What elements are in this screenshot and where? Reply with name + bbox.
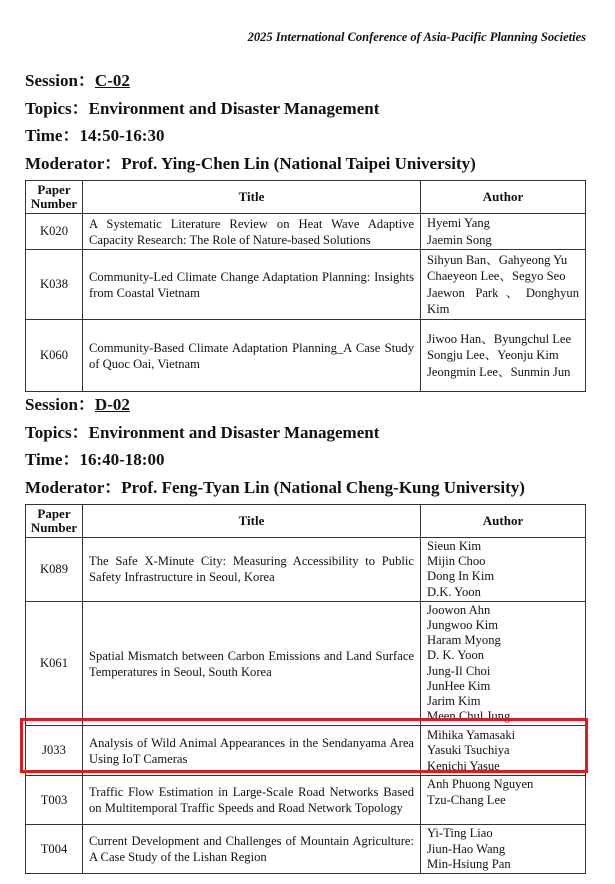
table-row <box>26 726 586 776</box>
session-line <box>25 71 130 91</box>
author: Sihyun Ban、Gahyeong Yu <box>427 252 568 267</box>
paper-number: K089 <box>26 538 83 602</box>
paper-authors <box>421 214 586 250</box>
conference-header: 2025 International Conference of Asia-Pacific Planning Societies <box>247 30 586 44</box>
session-code: C-02 <box>94 71 130 90</box>
table-header-row <box>26 181 586 214</box>
paper-number: K061 <box>26 601 83 726</box>
time-line: Time：14:50-16:30 <box>25 126 165 145</box>
author: Mihika Yamasaki <box>427 728 516 743</box>
paper-authors <box>421 250 586 320</box>
topics-line: Topics：Environment and Disaster Management <box>25 99 380 118</box>
moderator-line: Moderator：Prof. Ying-Chen Lin (National Taipei University) <box>25 154 476 173</box>
session-code: D-02 <box>94 395 130 414</box>
author: D. K. Yoon <box>427 648 485 663</box>
paper-authors <box>421 776 586 825</box>
author: D.K. Yoon <box>427 584 481 599</box>
author: Jiun-Hao Wang <box>427 841 506 856</box>
paper-authors <box>421 320 586 392</box>
paper-number: K060 <box>26 320 83 392</box>
header-paper-number: Paper Number <box>26 181 83 214</box>
author: Jarim Kim <box>427 694 481 709</box>
author: Chaeyeon Lee、Segyo Seo <box>427 269 566 284</box>
paper-title: A Systematic Literature Review on Heat Wave Adaptive Capacity Research: The Role of Nature-based Solutions <box>83 214 421 250</box>
paper-number: T004 <box>26 825 83 874</box>
paper-authors <box>421 825 586 874</box>
paper-title: Current Development and Challenges of Mountain Agriculture: A Case Study of the Lishan Region <box>83 825 421 874</box>
session-label: Session： <box>25 395 95 414</box>
paper-number: K038 <box>26 250 83 320</box>
author: Kenichi Yasue <box>427 758 500 773</box>
author: Jaewon Park、Donghyun Kim <box>427 285 579 317</box>
paper-title: Community-Based Climate Adaptation Planning_A Case Study of Quoc Oai, Vietnam <box>83 320 421 392</box>
author: Dong In Kim <box>427 569 495 584</box>
paper-authors <box>421 538 586 602</box>
paper-number: T003 <box>26 776 83 825</box>
papers-table <box>25 504 586 874</box>
paper-authors <box>421 726 586 776</box>
papers-table <box>25 180 586 392</box>
table-row <box>26 776 586 825</box>
paper-title: Spatial Mismatch between Carbon Emissions and Land Surface Temperatures in Seoul, South Korea <box>83 601 421 726</box>
table-row <box>26 320 586 392</box>
header-title: Title <box>83 505 421 538</box>
author: Hyemi Yang <box>427 216 490 230</box>
header-author: Author <box>421 505 586 538</box>
table-row <box>26 825 586 874</box>
table-row <box>26 538 586 602</box>
time-line: Time：16:40-18:00 <box>25 450 165 469</box>
author: Anh Phuong Nguyen <box>427 777 534 792</box>
paper-title: The Safe X-Minute City: Measuring Accessibility to Public Safety Infrastructure in Seoul, Korea <box>83 538 421 602</box>
author: Haram Myong <box>427 633 501 648</box>
author: Sieun Kim <box>427 539 482 553</box>
author: Meen Chul Jung <box>427 709 511 724</box>
paper-authors <box>421 601 586 726</box>
author: Mijin Choo <box>427 554 486 569</box>
header-title: Title <box>83 181 421 214</box>
header-author: Author <box>421 181 586 214</box>
table-row <box>26 214 586 250</box>
author: Tzu-Chang Lee <box>427 792 506 807</box>
paper-number: K020 <box>26 214 83 250</box>
author: Songju Lee、Yeonju Kim <box>427 348 559 363</box>
session-line <box>25 395 130 415</box>
table-header-row <box>26 505 586 538</box>
author: Jeongmin Lee、Sunmin Jun <box>427 364 571 379</box>
author: Yasuki Tsuchiya <box>427 743 510 758</box>
paper-number: J033 <box>26 726 83 776</box>
author: Jaemin Song <box>427 232 492 247</box>
moderator-line: Moderator：Prof. Feng-Tyan Lin (National Cheng-Kung University) <box>25 478 525 497</box>
paper-title: Analysis of Wild Animal Appearances in the Sendanyama Area Using IoT Cameras <box>83 726 421 776</box>
table-row <box>26 601 586 726</box>
author: JunHee Kim <box>427 678 491 693</box>
author: Joowon Ahn <box>427 602 491 617</box>
table-row <box>26 250 586 320</box>
author: Jungwoo Kim <box>427 618 499 633</box>
topics-line: Topics：Environment and Disaster Management <box>25 423 380 442</box>
author: Jung-Il Choi <box>427 663 491 678</box>
header-paper-number: Paper Number <box>26 505 83 538</box>
author: Yi-Ting Liao <box>427 826 493 841</box>
paper-title: Community-Led Climate Change Adaptation Planning: Insights from Coastal Vietnam <box>83 250 421 320</box>
session-label: Session： <box>25 71 95 90</box>
paper-title: Traffic Flow Estimation in Large-Scale Road Networks Based on Multitemporal Traffic Speeds and Road Network Topology <box>83 776 421 825</box>
author: Jiwoo Han、Byungchul Lee <box>427 331 572 346</box>
author: Min-Hsiung Pan <box>427 856 511 871</box>
